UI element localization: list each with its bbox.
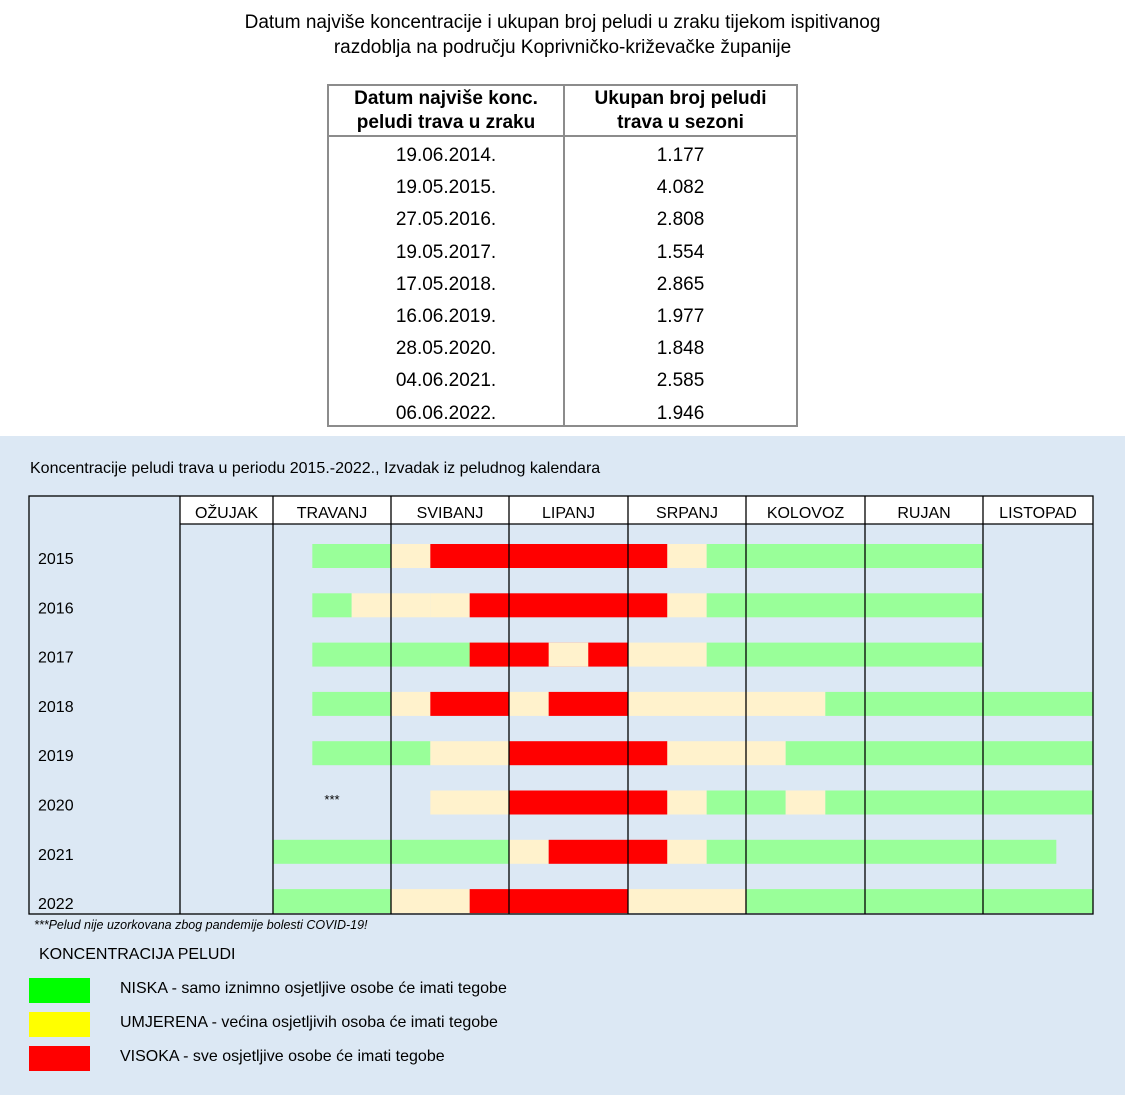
table-row [329, 365, 796, 397]
month-label: TRAVANJ [296, 505, 368, 522]
table-cell-peak-date: 04.06.2021. [395, 370, 497, 392]
year-label-2018: 2018 [38, 698, 74, 716]
bar-2021-moderate [509, 840, 549, 864]
table-row [329, 172, 796, 204]
bar-2019-high [509, 741, 667, 765]
legend-item-high [29, 1046, 729, 1072]
bar-2022-low [746, 889, 1093, 913]
table-cell-peak-date: 19.05.2017. [395, 241, 497, 263]
legend-label-moderate: UMJERENA - većina osjetljivih osoba će imati tegobe [120, 1014, 498, 1031]
bar-2021-low [707, 840, 1057, 864]
bar-2016-high [470, 593, 668, 617]
header-peak-date-line-1: Datum najviše konc. [354, 87, 538, 109]
table-row [329, 333, 796, 365]
bar-2019-moderate [430, 741, 509, 765]
bar-2018-moderate [628, 692, 825, 716]
bar-2019-low [312, 741, 430, 765]
month-label: KOLOVOZ [766, 505, 845, 522]
table-cell-total: 2.808 [656, 209, 705, 231]
year-label-2020: 2020 [38, 797, 74, 815]
table-header-peak-date [329, 86, 563, 135]
bar-2016-moderate [667, 593, 706, 617]
pollen-summary-table [327, 84, 798, 427]
pollen-calendar-chart [0, 436, 1125, 926]
bar-2022-low [273, 889, 391, 913]
month-label: LISTOPAD [999, 505, 1077, 522]
table-cell-total: 1.977 [656, 305, 705, 327]
header-total-line-2: trava u sezoni [617, 111, 744, 133]
table-row [329, 237, 796, 269]
year-label-2015: 2015 [38, 551, 74, 568]
bar-2015-moderate [391, 544, 430, 568]
table-cell-peak-date: 27.05.2016. [395, 209, 497, 231]
month-label: OŽUJAK [194, 505, 259, 522]
table-cell-peak-date: 06.06.2022. [395, 402, 497, 424]
annotation-2020: *** [324, 792, 340, 807]
bar-2015-moderate [667, 544, 706, 568]
table-row [329, 301, 796, 333]
bar-2019-moderate [667, 741, 785, 765]
bar-2018-moderate [509, 692, 549, 716]
bar-2015-low [312, 544, 391, 568]
bar-2017-moderate [628, 643, 707, 667]
table-row [329, 269, 796, 301]
table-cell-peak-date: 19.06.2014. [395, 145, 497, 166]
year-label-2017: 2017 [38, 649, 74, 667]
table-cell-peak-date: 16.06.2019. [395, 305, 497, 327]
year-label-2016: 2016 [38, 600, 74, 618]
bar-2019-low [786, 741, 1093, 765]
bar-2021-high [549, 840, 668, 864]
table-cell-total: 1.946 [656, 402, 705, 424]
table-cell-total: 2.585 [656, 370, 705, 392]
table-cell-total: 1.848 [656, 338, 705, 360]
title-line-2: razdoblja na području Koprivničko-križevačke županije [333, 37, 792, 58]
legend-item-low [29, 978, 729, 1004]
bar-2018-moderate [391, 692, 430, 716]
bar-2022-high [470, 889, 628, 913]
bar-2021-moderate [667, 840, 706, 864]
table-cell-peak-date: 17.05.2018. [395, 273, 497, 295]
bar-2022-moderate [391, 889, 470, 913]
bar-2015-high [430, 544, 667, 568]
table-row [329, 204, 796, 236]
legend-label-low: NISKA - samo iznimno osjetljive osobe će imati tegobe [120, 980, 507, 997]
table-cell-total: 2.865 [656, 273, 705, 295]
table-cell-total: 1.554 [656, 241, 705, 263]
table-cell-total: 4.082 [656, 177, 705, 199]
month-label: SRPANJ [656, 505, 718, 522]
table-cell-peak-date: 19.05.2015. [395, 177, 497, 199]
calendar-subtitle: Koncentracije peludi trava u periodu 2015.-2022., Izvadak iz peludnog kalendara [30, 460, 601, 477]
bar-2016-low [707, 593, 983, 617]
header-total-line-1: Ukupan broj peludi [594, 87, 767, 109]
legend-swatch-low [29, 978, 90, 1003]
month-label: SVIBANJ [416, 505, 484, 522]
legend-swatch-high [29, 1046, 90, 1071]
month-label: RUJAN [897, 505, 951, 522]
legend-swatch-moderate [29, 1012, 90, 1037]
bar-2020-moderate [786, 791, 826, 815]
legend-title: KONCENTRACIJA PELUDI [39, 946, 236, 963]
header-peak-date-line-2: peludi trava u zraku [356, 111, 536, 133]
covid-footnote: ***Pelud nije uzorkovana zbog pandemije bolesti COVID-19! [34, 918, 368, 932]
bar-2017-low [707, 643, 983, 667]
table-row [329, 398, 796, 430]
year-label-2019: 2019 [38, 748, 74, 766]
table-header-divider [329, 135, 796, 137]
bar-2018-high [549, 692, 628, 716]
month-label: LIPANJ [541, 505, 596, 522]
bar-2020-moderate [667, 791, 706, 815]
legend-item-moderate [29, 1012, 729, 1038]
bar-2020-moderate [430, 791, 509, 815]
title-line-1: Datum najviše koncentracije i ukupan broj peludi u zraku tijekom ispitivanog [244, 12, 881, 33]
pollen-calendar-panel [0, 436, 1125, 1095]
bar-2018-low [312, 692, 391, 716]
table-row [329, 140, 796, 172]
bar-2017-high [588, 643, 628, 667]
table-cell-total: 1.177 [656, 145, 705, 166]
bar-2017-moderate [549, 643, 589, 667]
bar-2016-low [312, 593, 351, 617]
legend-label-high: VISOKA - sve osjetljive osobe će imati tegobe [120, 1048, 445, 1065]
table-cell-peak-date: 28.05.2020. [395, 338, 497, 360]
bar-2022-moderate [628, 889, 746, 913]
table-body [329, 140, 796, 430]
bar-2018-high [430, 692, 509, 716]
year-label-2022: 2022 [38, 896, 74, 914]
bar-2015-low [707, 544, 983, 568]
table-header-total [565, 86, 796, 135]
year-label-2021: 2021 [38, 846, 74, 864]
bar-2016-moderate [430, 593, 469, 617]
page-title [0, 10, 1125, 60]
bar-2020-high [509, 791, 667, 815]
